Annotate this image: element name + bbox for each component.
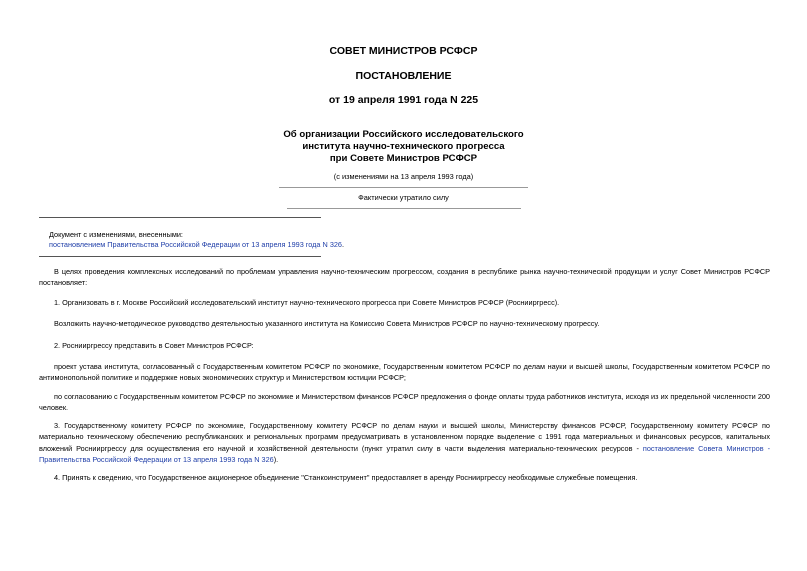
document-date-number: от 19 апреля 1991 года N 225 <box>328 94 479 106</box>
title-line: Об организации Российского исследовательского <box>283 129 524 140</box>
divider <box>287 208 521 209</box>
paragraph-suffix: ). <box>273 455 279 465</box>
changes-label: Документ с изменениями, внесенными: <box>49 230 183 239</box>
title-line: института научно-технического прогресса <box>302 141 505 152</box>
divider <box>39 256 321 257</box>
decree-link[interactable]: постановление Совета Министров - Правительства Российской Федерации от 13 апреля 1993 года N 326 <box>39 443 771 465</box>
title-line: при Совете Министров РСФСР <box>329 153 478 164</box>
paragraph: 4. Принять к сведению, что Государственное акционерное объединение "Станкоинструмент" предоставляет в аренду Роснииргрессу необходимые служебные помещения. <box>54 473 638 482</box>
paragraph: 1. Организовать в г. Москве Российский исследовательский институт научно-технического прогресса при Совете Министров РСФСР (Роснииргресс). <box>54 298 560 307</box>
status-note: Фактически утратило силу <box>358 193 449 202</box>
document-type: ПОСТАНОВЛЕНИЕ <box>355 70 452 82</box>
divider <box>39 217 321 218</box>
issuing-authority: СОВЕТ МИНИСТРОВ РСФСР <box>329 45 478 57</box>
paragraph: проект устава института, согласованный с Государственным комитетом РСФСР по экономике, Государственным комитетом РСФСР по делам науки и высшей школы, Государственным комитетом РСФСР по антимонопольной политике и поддержке новых экономических структур и Министерством юстиции РСФСР; <box>39 362 770 383</box>
amending-decree-link[interactable]: постановлением Правительства Российской Федерации от 13 апреля 1993 года N 326 <box>49 240 342 249</box>
amendment-note: (с изменениями на 13 апреля 1993 года) <box>333 172 474 181</box>
link-suffix: . <box>342 240 345 249</box>
changes-link-row <box>49 239 449 250</box>
paragraph <box>39 420 770 466</box>
divider <box>279 187 528 188</box>
paragraph: В целях проведения комплексных исследований по проблемам управления научно-техническим прогрессом, создания в республике рынка научно-технической продукции и услуг Совет Министров РСФСР постановляет: <box>39 267 770 288</box>
paragraph: 2. Роснииргрессу представить в Совет Министров РСФСР: <box>54 341 254 350</box>
paragraph: по согласованию с Государственным комитетом РСФСР по экономике и Министерством финансов РСФСР предложения о фонде оплаты труда работников института, исходя из их предельной численности 200 человек. <box>39 392 770 413</box>
paragraph-text: 3. Государственному комитету РСФСР по экономике, Государственному комитету РСФСР по делам науки и высшей школы, Министерству финансов РСФСР, Государственному комитету РСФСР по материально техническому обеспечению республиканских и региональных программ предусматривать в установленном порядке выделение с 1991 года материальных и финансовых ресурсов, капитальных вложений Роснииргрессу для осуществления его научной и хозяйственной деятельности (пункт утратил силу в части выделения материально-технических ресурсов - <box>39 421 770 453</box>
paragraph: Возложить научно-методическое руководство деятельностью указанного института на Комиссию Совета Министров РСФСР по научно-техническому прогрессу. <box>54 319 600 328</box>
